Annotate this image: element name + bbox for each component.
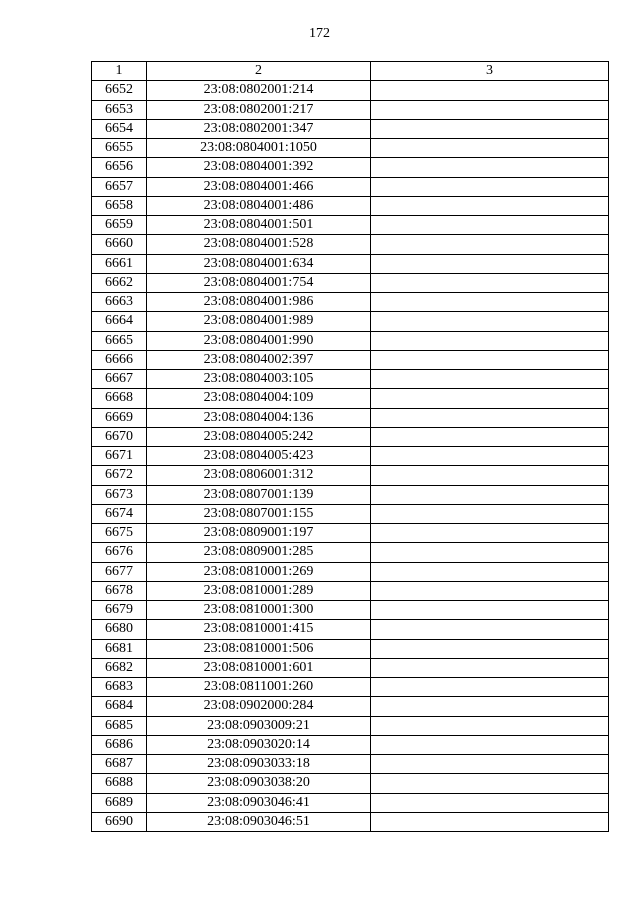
cadastral-number-cell: 23:08:0810001:601 xyxy=(147,658,371,677)
row-number-cell: 6669 xyxy=(92,408,147,427)
cadastral-number-cell: 23:08:0806001:312 xyxy=(147,466,371,485)
note-cell xyxy=(371,697,609,716)
row-number-cell: 6675 xyxy=(92,524,147,543)
note-cell xyxy=(371,216,609,235)
row-number-cell: 6670 xyxy=(92,427,147,446)
note-cell xyxy=(371,678,609,697)
row-number-cell: 6684 xyxy=(92,697,147,716)
table-body xyxy=(92,81,609,832)
note-cell xyxy=(371,793,609,812)
table-row xyxy=(92,735,609,754)
note-cell xyxy=(371,427,609,446)
table-row xyxy=(92,793,609,812)
cadastral-number-cell: 23:08:0811001:260 xyxy=(147,678,371,697)
cadastral-number-cell: 23:08:0802001:217 xyxy=(147,100,371,119)
row-number-cell: 6687 xyxy=(92,755,147,774)
row-number-cell: 6652 xyxy=(92,81,147,100)
row-number-cell: 6678 xyxy=(92,581,147,600)
table-row xyxy=(92,697,609,716)
table-row xyxy=(92,350,609,369)
table-row xyxy=(92,293,609,312)
table-row xyxy=(92,273,609,292)
row-number-cell: 6653 xyxy=(92,100,147,119)
row-number-cell: 6676 xyxy=(92,543,147,562)
table-header xyxy=(92,62,609,81)
table-row xyxy=(92,216,609,235)
note-cell xyxy=(371,812,609,831)
table-row xyxy=(92,408,609,427)
note-cell xyxy=(371,735,609,754)
table-row xyxy=(92,81,609,100)
table-row xyxy=(92,196,609,215)
cadastral-number-cell: 23:08:0810001:289 xyxy=(147,581,371,600)
cadastral-number-cell: 23:08:0810001:269 xyxy=(147,562,371,581)
cadastral-number-cell: 23:08:0804001:986 xyxy=(147,293,371,312)
cadastral-number-cell: 23:08:0804001:1050 xyxy=(147,139,371,158)
cadastral-number-cell: 23:08:0804001:634 xyxy=(147,254,371,273)
cadastral-number-cell: 23:08:0810001:506 xyxy=(147,639,371,658)
table-row xyxy=(92,716,609,735)
cadastral-number-cell: 23:08:0804005:242 xyxy=(147,427,371,446)
row-number-cell: 6660 xyxy=(92,235,147,254)
table-row xyxy=(92,235,609,254)
note-cell xyxy=(371,158,609,177)
note-cell xyxy=(371,139,609,158)
note-cell xyxy=(371,658,609,677)
row-number-cell: 6658 xyxy=(92,196,147,215)
cadastral-number-cell: 23:08:0802001:214 xyxy=(147,81,371,100)
note-cell xyxy=(371,620,609,639)
cadastral-number-cell: 23:08:0903038:20 xyxy=(147,774,371,793)
note-cell xyxy=(371,177,609,196)
note-cell xyxy=(371,504,609,523)
note-cell xyxy=(371,81,609,100)
row-number-cell: 6667 xyxy=(92,370,147,389)
table-row xyxy=(92,620,609,639)
cadastral-number-cell: 23:08:0804001:528 xyxy=(147,235,371,254)
cadastral-number-cell: 23:08:0804002:397 xyxy=(147,350,371,369)
row-number-cell: 6668 xyxy=(92,389,147,408)
table-row xyxy=(92,812,609,831)
table-row xyxy=(92,119,609,138)
row-number-cell: 6671 xyxy=(92,447,147,466)
column-header-3: 3 xyxy=(371,62,609,81)
row-number-cell: 6680 xyxy=(92,620,147,639)
row-number-cell: 6672 xyxy=(92,466,147,485)
note-cell xyxy=(371,524,609,543)
row-number-cell: 6663 xyxy=(92,293,147,312)
cadastral-number-cell: 23:08:0804001:990 xyxy=(147,331,371,350)
note-cell xyxy=(371,639,609,658)
table-row xyxy=(92,774,609,793)
cadastral-number-cell: 23:08:0807001:155 xyxy=(147,504,371,523)
table-row xyxy=(92,139,609,158)
table-row xyxy=(92,447,609,466)
note-cell xyxy=(371,562,609,581)
cadastral-number-cell: 23:08:0903033:18 xyxy=(147,755,371,774)
note-cell xyxy=(371,408,609,427)
cadastral-number-cell: 23:08:0804001:466 xyxy=(147,177,371,196)
table-row xyxy=(92,678,609,697)
cadastral-number-cell: 23:08:0804005:423 xyxy=(147,447,371,466)
row-number-cell: 6659 xyxy=(92,216,147,235)
table-row xyxy=(92,177,609,196)
cadastral-number-cell: 23:08:0903020:14 xyxy=(147,735,371,754)
header-row xyxy=(92,62,609,81)
cadastral-number-cell: 23:08:0903046:51 xyxy=(147,812,371,831)
note-cell xyxy=(371,312,609,331)
cadastral-number-cell: 23:08:0804004:109 xyxy=(147,389,371,408)
row-number-cell: 6673 xyxy=(92,485,147,504)
note-cell xyxy=(371,350,609,369)
cadastral-number-cell: 23:08:0804001:392 xyxy=(147,158,371,177)
cadastral-number-cell: 23:08:0804001:989 xyxy=(147,312,371,331)
registry-table xyxy=(91,61,609,832)
table-row xyxy=(92,504,609,523)
row-number-cell: 6666 xyxy=(92,350,147,369)
table-row xyxy=(92,485,609,504)
cadastral-number-cell: 23:08:0903009:21 xyxy=(147,716,371,735)
table-row xyxy=(92,639,609,658)
table-row xyxy=(92,658,609,677)
page-number: 172 xyxy=(309,26,330,41)
table-row xyxy=(92,158,609,177)
note-cell xyxy=(371,273,609,292)
note-cell xyxy=(371,581,609,600)
row-number-cell: 6683 xyxy=(92,678,147,697)
row-number-cell: 6662 xyxy=(92,273,147,292)
row-number-cell: 6690 xyxy=(92,812,147,831)
table-row xyxy=(92,370,609,389)
table-row xyxy=(92,755,609,774)
cadastral-number-cell: 23:08:0804004:136 xyxy=(147,408,371,427)
table-row xyxy=(92,389,609,408)
note-cell xyxy=(371,235,609,254)
row-number-cell: 6682 xyxy=(92,658,147,677)
note-cell xyxy=(371,774,609,793)
note-cell xyxy=(371,254,609,273)
row-number-cell: 6665 xyxy=(92,331,147,350)
note-cell xyxy=(371,485,609,504)
row-number-cell: 6654 xyxy=(92,119,147,138)
table-row xyxy=(92,562,609,581)
cadastral-number-cell: 23:08:0804001:486 xyxy=(147,196,371,215)
note-cell xyxy=(371,119,609,138)
note-cell xyxy=(371,389,609,408)
table-row xyxy=(92,543,609,562)
table-row xyxy=(92,427,609,446)
row-number-cell: 6679 xyxy=(92,601,147,620)
row-number-cell: 6688 xyxy=(92,774,147,793)
column-header-1: 1 xyxy=(92,62,147,81)
cadastral-number-cell: 23:08:0807001:139 xyxy=(147,485,371,504)
row-number-cell: 6664 xyxy=(92,312,147,331)
table-row xyxy=(92,601,609,620)
table-row xyxy=(92,466,609,485)
note-cell xyxy=(371,370,609,389)
table-row xyxy=(92,100,609,119)
row-number-cell: 6686 xyxy=(92,735,147,754)
cadastral-number-cell: 23:08:0804001:754 xyxy=(147,273,371,292)
cadastral-number-cell: 23:08:0802001:347 xyxy=(147,119,371,138)
cadastral-number-cell: 23:08:0903046:41 xyxy=(147,793,371,812)
cadastral-number-cell: 23:08:0902000:284 xyxy=(147,697,371,716)
note-cell xyxy=(371,447,609,466)
row-number-cell: 6656 xyxy=(92,158,147,177)
row-number-cell: 6681 xyxy=(92,639,147,658)
note-cell xyxy=(371,601,609,620)
note-cell xyxy=(371,716,609,735)
cadastral-number-cell: 23:08:0809001:197 xyxy=(147,524,371,543)
table-row xyxy=(92,254,609,273)
row-number-cell: 6674 xyxy=(92,504,147,523)
note-cell xyxy=(371,331,609,350)
cadastral-number-cell: 23:08:0804003:105 xyxy=(147,370,371,389)
table-row xyxy=(92,331,609,350)
row-number-cell: 6685 xyxy=(92,716,147,735)
table-row xyxy=(92,312,609,331)
note-cell xyxy=(371,196,609,215)
row-number-cell: 6677 xyxy=(92,562,147,581)
cadastral-number-cell: 23:08:0809001:285 xyxy=(147,543,371,562)
note-cell xyxy=(371,466,609,485)
table-row xyxy=(92,581,609,600)
table-row xyxy=(92,524,609,543)
row-number-cell: 6661 xyxy=(92,254,147,273)
cadastral-number-cell: 23:08:0804001:501 xyxy=(147,216,371,235)
cadastral-number-cell: 23:08:0810001:300 xyxy=(147,601,371,620)
row-number-cell: 6657 xyxy=(92,177,147,196)
row-number-cell: 6655 xyxy=(92,139,147,158)
cadastral-number-cell: 23:08:0810001:415 xyxy=(147,620,371,639)
note-cell xyxy=(371,100,609,119)
row-number-cell: 6689 xyxy=(92,793,147,812)
column-header-2: 2 xyxy=(147,62,371,81)
note-cell xyxy=(371,543,609,562)
note-cell xyxy=(371,755,609,774)
note-cell xyxy=(371,293,609,312)
